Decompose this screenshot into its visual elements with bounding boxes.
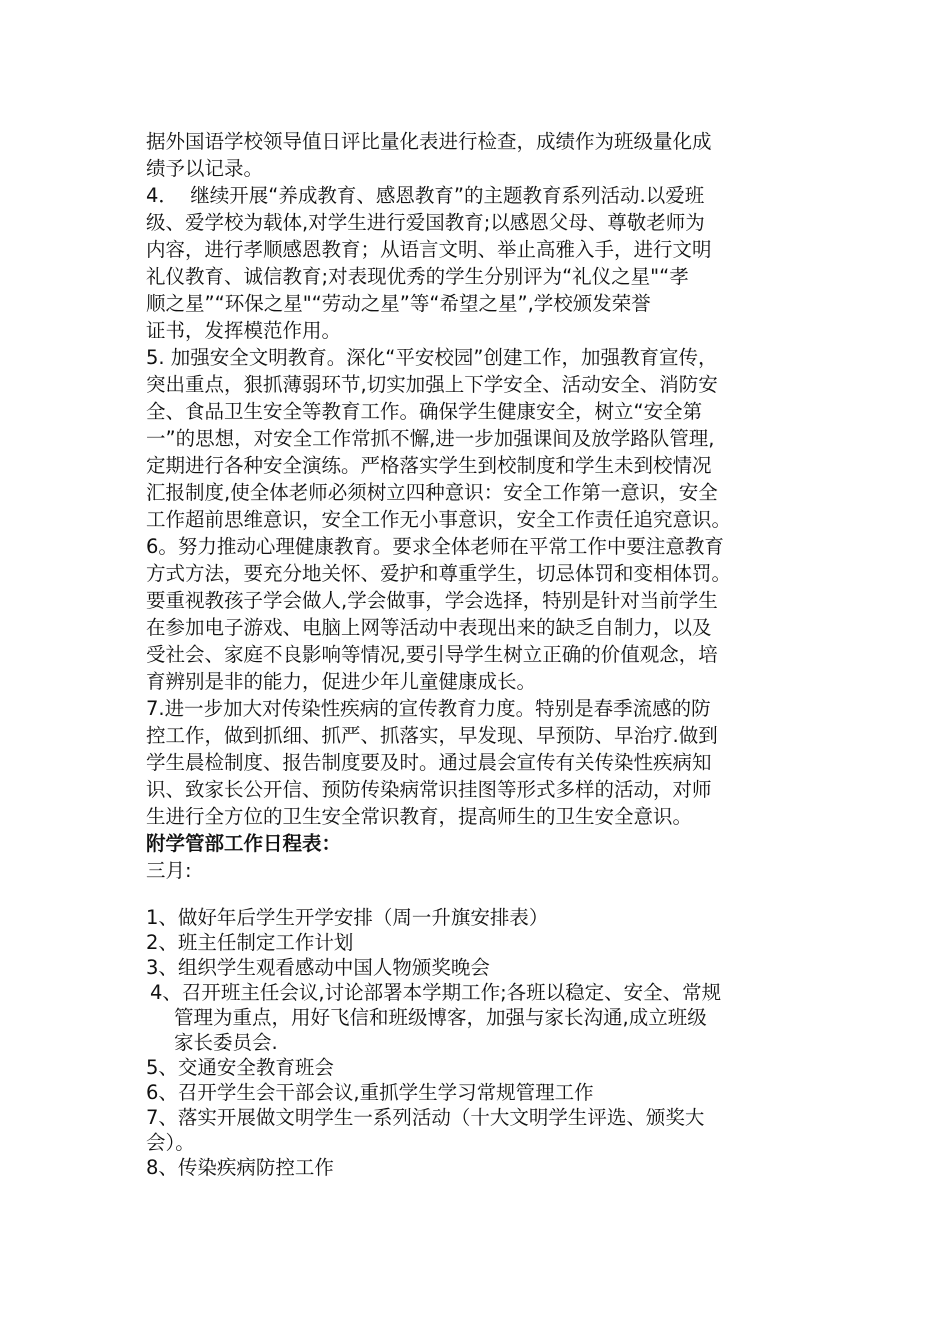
- text-line: 一”的思想，对安全工作常抓不懈,进一步加强课间及放学路队管理,: [146, 427, 715, 450]
- text-line: 证书，发挥模范作用。: [146, 319, 342, 342]
- text-line: 绩予以记录。: [146, 157, 264, 180]
- schedule-item: 1、做好年后学生开学安排（周一升旗安排表）: [146, 906, 549, 929]
- text-line: 学生晨检制度、报告制度要及时。通过晨会宣传有关传染性疾病知: [146, 751, 712, 774]
- text-line: 6。努力推动心理健康教育。要求全体老师在平常工作中要注意教育: [146, 535, 724, 558]
- schedule-item: 3、组织学生观看感动中国人物颁奖晚会: [146, 956, 490, 979]
- text-line: 控工作，做到抓细、抓严、抓落实，早发现、早预防、早治疗.做到: [146, 724, 718, 747]
- text-line: 5. 加强安全文明教育。深化“平安校园”创建工作，加强教育宣传，: [146, 346, 718, 369]
- text-line: 7.进一步加大对传染性疾病的宣传教育力度。特别是春季流感的防: [146, 697, 711, 720]
- text-line: 礼仪教育、诚信教育;对表现优秀的学生分别评为“礼仪之星"“孝: [146, 265, 689, 288]
- text-line: 汇报制度,使全体老师必须树立四种意识：安全工作第一意识，安全: [146, 481, 718, 504]
- text-line: 工作超前思维意识，安全工作无小事意识，安全工作责任追究意识。: [146, 508, 732, 531]
- schedule-item: 4、召开班主任会议,讨论部署本学期工作;各班以稳定、安全、常规: [150, 981, 722, 1004]
- schedule-item: 2、班主任制定工作计划: [146, 931, 354, 954]
- text-line: 顺之星”“环保之星"“劳动之星”等“希望之星”,学校颁发荣誉: [146, 292, 651, 315]
- schedule-item: 6、召开学生会干部会议,重抓学生学习常规管理工作: [146, 1081, 594, 1104]
- text-line: 级、爱学校为载体,对学生进行爱国教育;以感恩父母、尊敬老师为: [146, 211, 705, 234]
- schedule-item: 5、交通安全教育班会: [146, 1056, 334, 1079]
- schedule-item-continuation: 会）。: [146, 1131, 195, 1154]
- schedule-list: [146, 905, 814, 1180]
- schedule-item: 8、传染疾病防控工作: [146, 1156, 334, 1179]
- schedule-heading: 附学管部工作日程表：: [146, 832, 342, 855]
- text-line: 在参加电子游戏、电脑上网等活动中表现出来的缺乏自制力，以及: [146, 616, 712, 639]
- text-line: 内容，进行孝顺感恩教育；从语言文明、举止高雅入手，进行文明: [146, 238, 712, 261]
- text-line: 生进行全方位的卫生安全常识教育，提高师生的卫生安全意识。: [146, 805, 693, 828]
- text-line: 4． 继续开展“养成教育、感恩教育”的主题教育系列活动.以爱班: [146, 184, 705, 207]
- text-line: 受社会、家庭不良影响等情况,要引导学生树立正确的价值观念，培: [146, 643, 718, 666]
- text-line: 育辨别是非的能力，促进少年儿童健康成长。: [146, 670, 537, 693]
- month-label: 三月:: [146, 859, 192, 882]
- schedule-item: 7、落实开展做文明学生一系列活动（十大文明学生评选、颁奖大: [146, 1106, 705, 1129]
- text-line: 方式方法，要充分地关怀、爱护和尊重学生，切忌体罚和变相体罚。: [146, 562, 732, 585]
- text-line: 定期进行各种安全演练。严格落实学生到校制度和学生未到校情况: [146, 454, 712, 477]
- text-line: 要重视教孩子学会做人,学会做事，学会选择，特别是针对当前学生: [146, 589, 718, 612]
- text-line: 据外国语学校领导值日评比量化表进行检查，成绩作为班级量化成: [146, 130, 712, 153]
- schedule-item-continuation: 家长委员会.: [174, 1031, 278, 1054]
- text-line: 全、食品卫生安全等教育工作。确保学生健康安全，树立“安全第: [146, 400, 703, 423]
- text-line: 突出重点，狠抓薄弱环节,切实加强上下学安全、活动安全、消防安: [146, 373, 718, 396]
- text-line: 识、致家长公开信、预防传染病常识挂图等形式多样的活动，对师: [146, 778, 712, 801]
- document-body: [146, 128, 814, 884]
- schedule-item-continuation: 管理为重点，用好飞信和班级博客，加强与家长沟通,成立班级: [174, 1006, 707, 1029]
